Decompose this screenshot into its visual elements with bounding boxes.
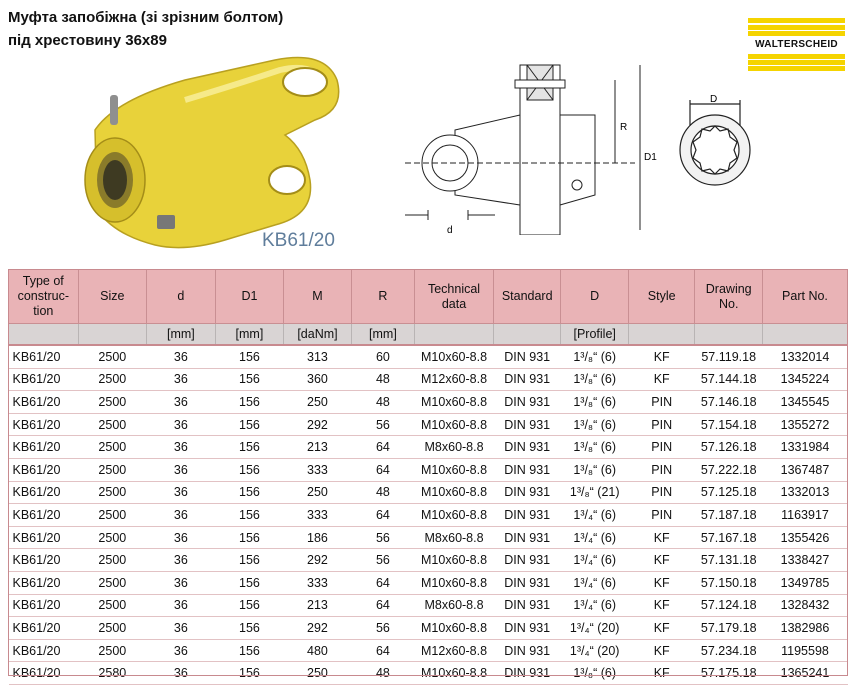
table-cell: PIN: [628, 458, 695, 481]
table-cell: DIN 931: [493, 481, 561, 504]
unit-cell: [Profile]: [561, 324, 629, 346]
table-row: [9, 391, 848, 414]
table-row: [9, 549, 848, 572]
table-cell: PIN: [628, 413, 695, 436]
column-header: Standard: [493, 270, 561, 324]
table-cell: 1³/₄“ (6): [561, 504, 629, 527]
table-cell: 1382986: [762, 617, 847, 640]
table-cell: 1345224: [762, 368, 847, 391]
unit-cell: [415, 324, 494, 346]
table-cell: 57.126.18: [695, 436, 763, 459]
table-cell: 64: [351, 594, 414, 617]
table-cell: DIN 931: [493, 639, 561, 662]
table-cell: 36: [147, 391, 216, 414]
table-cell: KB61/20: [9, 549, 79, 572]
table-cell: 292: [284, 617, 352, 640]
table-cell: 57.146.18: [695, 391, 763, 414]
table-cell: 57.179.18: [695, 617, 763, 640]
title-line-1: Муфта запобіжна (зі зрізним болтом): [8, 9, 284, 26]
table-cell: M10x60-8.8: [415, 413, 494, 436]
table-cell: 1365241: [762, 662, 847, 685]
dim-label-D1: D1: [644, 152, 657, 163]
column-header: d: [147, 270, 216, 324]
table-cell: 48: [351, 481, 414, 504]
table-cell: 1355272: [762, 413, 847, 436]
table-cell: 64: [351, 436, 414, 459]
table-cell: M10x60-8.8: [415, 345, 494, 368]
table-cell: 1³/₈“ (6): [561, 345, 629, 368]
table-cell: 36: [147, 526, 216, 549]
table-cell: 156: [215, 549, 284, 572]
column-header: D1: [215, 270, 284, 324]
table-cell: 56: [351, 617, 414, 640]
table-cell: 2500: [78, 368, 147, 391]
table-cell: PIN: [628, 391, 695, 414]
logo-stripe: [748, 54, 845, 59]
table-cell: 1349785: [762, 571, 847, 594]
table-cell: 57.234.18: [695, 639, 763, 662]
table-cell: 156: [215, 413, 284, 436]
table-cell: KB61/20: [9, 391, 79, 414]
table-cell: 186: [284, 526, 352, 549]
table-cell: DIN 931: [493, 571, 561, 594]
table-cell: M10x60-8.8: [415, 617, 494, 640]
column-header: Technical data: [415, 270, 494, 324]
table-cell: 36: [147, 436, 216, 459]
column-header: D: [561, 270, 629, 324]
table-cell: KB61/20: [9, 504, 79, 527]
table-cell: 1³/₄“ (6): [561, 594, 629, 617]
table-cell: 2500: [78, 549, 147, 572]
table-cell: 333: [284, 504, 352, 527]
table-cell: 36: [147, 413, 216, 436]
table-cell: KB61/20: [9, 481, 79, 504]
unit-cell: [mm]: [215, 324, 284, 346]
table-cell: 48: [351, 368, 414, 391]
table-cell: 48: [351, 391, 414, 414]
table-row: [9, 639, 848, 662]
title-line-2: під хрестовину 36x89: [8, 32, 167, 49]
table-row: [9, 662, 848, 685]
table-cell: KB61/20: [9, 436, 79, 459]
table-cell: 56: [351, 549, 414, 572]
dim-label-R: R: [620, 122, 628, 133]
table-cell: KF: [628, 617, 695, 640]
brand-logo: [748, 18, 845, 72]
table-row: [9, 436, 848, 459]
table-cell: 57.131.18: [695, 549, 763, 572]
table-cell: DIN 931: [493, 368, 561, 391]
table-cell: 1345545: [762, 391, 847, 414]
table-cell: 36: [147, 662, 216, 685]
technical-drawing: [395, 55, 665, 235]
table-cell: 1³/₈“ (6): [561, 413, 629, 436]
table-row: [9, 504, 848, 527]
table-cell: 1355426: [762, 526, 847, 549]
table-cell: 2580: [78, 662, 147, 685]
table-cell: M10x60-8.8: [415, 481, 494, 504]
table-cell: 36: [147, 345, 216, 368]
table-cell: 156: [215, 458, 284, 481]
table-cell: KB61/20: [9, 617, 79, 640]
table-cell: 1³/₈“ (6): [561, 458, 629, 481]
table-cell: 57.124.18: [695, 594, 763, 617]
table-cell: 2500: [78, 345, 147, 368]
table-cell: 2500: [78, 391, 147, 414]
table-cell: DIN 931: [493, 413, 561, 436]
table-cell: 1³/₈“ (6): [561, 662, 629, 685]
table-cell: KB61/20: [9, 345, 79, 368]
dim-label-D: D: [710, 94, 718, 105]
table-cell: 2500: [78, 413, 147, 436]
logo-stripe: [748, 18, 845, 23]
table-cell: 1³/₈“ (6): [561, 391, 629, 414]
table-cell: PIN: [628, 504, 695, 527]
table-cell: 2500: [78, 481, 147, 504]
table-cell: 1332013: [762, 481, 847, 504]
column-header: Size: [78, 270, 147, 324]
table-cell: M12x60-8.8: [415, 368, 494, 391]
table-row: [9, 481, 848, 504]
table-cell: KF: [628, 594, 695, 617]
table-cell: 57.154.18: [695, 413, 763, 436]
table-cell: KF: [628, 662, 695, 685]
table-cell: 1³/₄“ (6): [561, 571, 629, 594]
table-cell: 250: [284, 662, 352, 685]
table-cell: KF: [628, 526, 695, 549]
table-cell: KB61/20: [9, 526, 79, 549]
table-cell: 1³/₄“ (6): [561, 526, 629, 549]
table-cell: M12x60-8.8: [415, 639, 494, 662]
table-cell: 2500: [78, 504, 147, 527]
unit-cell: [mm]: [351, 324, 414, 346]
table-cell: DIN 931: [493, 549, 561, 572]
table-cell: 1367487: [762, 458, 847, 481]
table-cell: 1³/₄“ (20): [561, 617, 629, 640]
parts-table: [8, 269, 848, 685]
table-cell: KB61/20: [9, 413, 79, 436]
table-cell: M10x60-8.8: [415, 662, 494, 685]
table-cell: DIN 931: [493, 458, 561, 481]
table-cell: 1195598: [762, 639, 847, 662]
table-cell: 57.175.18: [695, 662, 763, 685]
table-cell: PIN: [628, 481, 695, 504]
table-cell: 250: [284, 481, 352, 504]
table-cell: 60: [351, 345, 414, 368]
column-header: Type of construc-tion: [9, 270, 79, 324]
table-cell: 2500: [78, 639, 147, 662]
table-row: [9, 458, 848, 481]
table-cell: 156: [215, 526, 284, 549]
table-cell: 56: [351, 526, 414, 549]
unit-cell: [628, 324, 695, 346]
table-cell: 2500: [78, 617, 147, 640]
unit-cell: [mm]: [147, 324, 216, 346]
table-cell: DIN 931: [493, 594, 561, 617]
table-cell: 64: [351, 504, 414, 527]
table-cell: 156: [215, 436, 284, 459]
table-cell: 1³/₈“ (21): [561, 481, 629, 504]
table-cell: 1331984: [762, 436, 847, 459]
table-row: [9, 594, 848, 617]
table-cell: DIN 931: [493, 436, 561, 459]
unit-cell: [493, 324, 561, 346]
table-cell: KB61/20: [9, 458, 79, 481]
table-cell: KB61/20: [9, 368, 79, 391]
table-cell: 36: [147, 504, 216, 527]
column-header: Style: [628, 270, 695, 324]
table-row: [9, 526, 848, 549]
table-cell: M10x60-8.8: [415, 571, 494, 594]
table-cell: 1163917: [762, 504, 847, 527]
table-cell: 156: [215, 391, 284, 414]
table-cell: 156: [215, 504, 284, 527]
unit-cell: [daNm]: [284, 324, 352, 346]
logo-stripe: [748, 31, 845, 36]
table-row: [9, 368, 848, 391]
table-cell: 64: [351, 571, 414, 594]
table-cell: 213: [284, 594, 352, 617]
table-cell: 1332014: [762, 345, 847, 368]
table-cell: M10x60-8.8: [415, 391, 494, 414]
table-cell: KF: [628, 345, 695, 368]
table-cell: 36: [147, 617, 216, 640]
table-row: [9, 413, 848, 436]
table-cell: KB61/20: [9, 639, 79, 662]
table-cell: 156: [215, 617, 284, 640]
table-cell: 48: [351, 662, 414, 685]
table-cell: DIN 931: [493, 345, 561, 368]
logo-stripe: [748, 60, 845, 65]
table-cell: 2500: [78, 571, 147, 594]
table-cell: 480: [284, 639, 352, 662]
table-cell: KF: [628, 639, 695, 662]
table-cell: 156: [215, 571, 284, 594]
table-cell: 57.167.18: [695, 526, 763, 549]
table-units-row: [9, 324, 848, 346]
table-cell: 1³/₄“ (20): [561, 639, 629, 662]
table-cell: 292: [284, 413, 352, 436]
table-cell: 36: [147, 571, 216, 594]
table-cell: 313: [284, 345, 352, 368]
table-cell: PIN: [628, 436, 695, 459]
table-cell: 2500: [78, 526, 147, 549]
table-cell: 57.119.18: [695, 345, 763, 368]
table-cell: 156: [215, 639, 284, 662]
table-cell: DIN 931: [493, 391, 561, 414]
table-cell: 36: [147, 458, 216, 481]
table-cell: 1328432: [762, 594, 847, 617]
table-cell: 36: [147, 481, 216, 504]
table-row: [9, 571, 848, 594]
unit-cell: [695, 324, 763, 346]
logo-text: WALTERSCHEID: [748, 37, 845, 52]
profile-drawing: [670, 92, 770, 192]
table-cell: 360: [284, 368, 352, 391]
table-cell: 250: [284, 391, 352, 414]
table-cell: 1338427: [762, 549, 847, 572]
table-cell: DIN 931: [493, 504, 561, 527]
table-cell: 156: [215, 662, 284, 685]
table-cell: 156: [215, 345, 284, 368]
table-cell: M8x60-8.8: [415, 594, 494, 617]
table-cell: 36: [147, 549, 216, 572]
table-cell: 36: [147, 368, 216, 391]
table-cell: 1³/₈“ (6): [561, 436, 629, 459]
column-header: Drawing No.: [695, 270, 763, 324]
logo-stripe: [748, 25, 845, 30]
table-cell: 2500: [78, 594, 147, 617]
table-cell: 57.150.18: [695, 571, 763, 594]
table-cell: 57.144.18: [695, 368, 763, 391]
table-cell: 156: [215, 594, 284, 617]
logo-stripe: [748, 66, 845, 71]
table-header-row: [9, 270, 848, 324]
table-cell: 57.125.18: [695, 481, 763, 504]
table-cell: M8x60-8.8: [415, 436, 494, 459]
unit-cell: [78, 324, 147, 346]
table-cell: KB61/20: [9, 662, 79, 685]
table-cell: KB61/20: [9, 594, 79, 617]
dim-label-d: d: [447, 225, 453, 235]
table-cell: 213: [284, 436, 352, 459]
table-cell: DIN 931: [493, 526, 561, 549]
table-cell: KF: [628, 549, 695, 572]
table-cell: DIN 931: [493, 617, 561, 640]
table-row: [9, 345, 848, 368]
table-cell: M8x60-8.8: [415, 526, 494, 549]
table-cell: KB61/20: [9, 571, 79, 594]
table-cell: KF: [628, 571, 695, 594]
table-cell: 36: [147, 594, 216, 617]
table-cell: 56: [351, 413, 414, 436]
table-cell: 292: [284, 549, 352, 572]
model-label: KB61/20: [262, 230, 335, 251]
table-cell: M10x60-8.8: [415, 549, 494, 572]
table-cell: 333: [284, 571, 352, 594]
table-cell: 156: [215, 481, 284, 504]
table-cell: 64: [351, 639, 414, 662]
column-header: R: [351, 270, 414, 324]
table-row: [9, 617, 848, 640]
unit-cell: [762, 324, 847, 346]
table-cell: 2500: [78, 458, 147, 481]
table-cell: KF: [628, 368, 695, 391]
table-cell: 1³/₈“ (6): [561, 368, 629, 391]
table-cell: M10x60-8.8: [415, 458, 494, 481]
column-header: Part No.: [762, 270, 847, 324]
table-cell: M10x60-8.8: [415, 504, 494, 527]
table-cell: 57.187.18: [695, 504, 763, 527]
unit-cell: [9, 324, 79, 346]
table-cell: DIN 931: [493, 662, 561, 685]
table-cell: 57.222.18: [695, 458, 763, 481]
table-cell: 36: [147, 639, 216, 662]
table-cell: 1³/₄“ (6): [561, 549, 629, 572]
clutch-body: [85, 58, 339, 248]
column-header: M: [284, 270, 352, 324]
table-cell: 333: [284, 458, 352, 481]
table-cell: 64: [351, 458, 414, 481]
table-cell: 2500: [78, 436, 147, 459]
table-cell: 156: [215, 368, 284, 391]
